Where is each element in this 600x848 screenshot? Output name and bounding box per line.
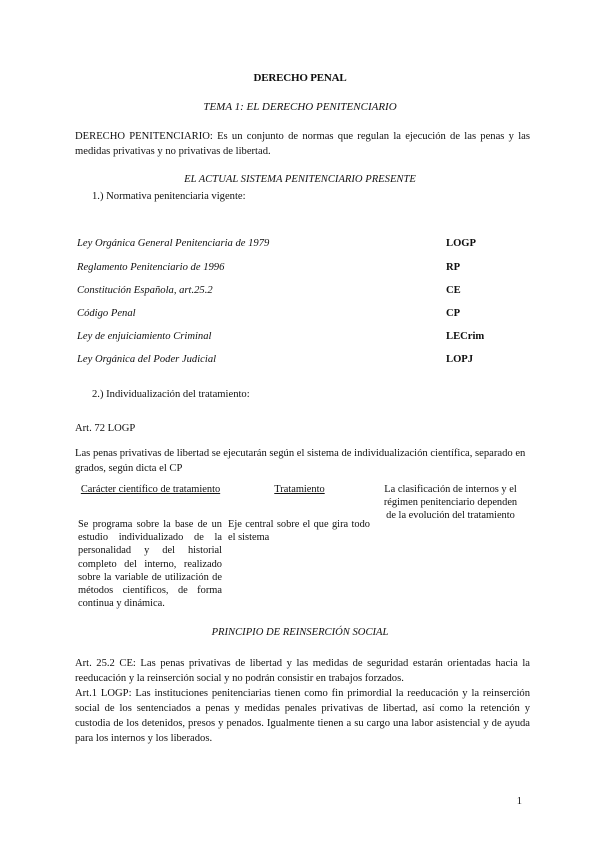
section-heading-reinsercion: PRINCIPIO DE REINSERCIÓN SOCIAL [211,627,389,638]
law-row [77,331,507,347]
law-abbreviation: LECrim [446,331,485,342]
law-row [77,308,507,324]
article-72-label: Art. 72 LOGP [75,423,136,434]
article-25-2-paragraph: Art. 25.2 CE: Las penas privativas de libertad y las medidas de seguridad estarán orientadas hacia la reeducación y la reinserción social y no podrán consistir en trabajos forzados. [75,658,530,684]
law-name: Código Penal [77,308,136,319]
law-row [77,285,507,301]
table-col3-heading: La clasificación de internos y el régimen penitenciario dependen de la evolución del tratamiento [383,484,518,522]
law-abbreviation: RP [446,262,461,273]
definition-paragraph: DERECHO PENITENCIARIO: Es un conjunto de normas que regulan la ejecución de las penas y las medidas privativas y no privativas de libertad. [75,131,530,157]
table-col1-body: Se programa sobre la base de un estudio individualizado de la personalidad y del historial completo del interno, realizado sobre la variable de utilización de métodos científicos, de forma continua y dinámica. [78,519,222,610]
document-subtitle: TEMA 1: EL DERECHO PENITENCIARIO [203,101,397,113]
page-number: 1 [516,796,522,807]
section-heading-sistema: EL ACTUAL SISTEMA PENITENCIARIO PRESENTE [184,174,416,185]
table-col2-heading: Tratamiento [274,484,325,495]
law-abbreviation: LOGP [446,238,477,249]
law-row [77,238,507,254]
list-item-normativa: 1.) Normativa penitenciaria vigente: [92,191,246,202]
law-name: Constitución Española, art.25.2 [77,285,213,296]
law-name: Reglamento Penitenciario de 1996 [77,262,225,273]
law-abbreviation: CE [446,285,461,296]
law-name: Ley Orgánica General Penitenciaria de 1979 [77,238,270,249]
article-1-paragraph: Art.1 LOGP: Las instituciones penitenciarias tienen como fin primordial la reeducación y la reinserción social de los sentenciados a penas y medidas penales privativas de libertad, así como la retención y custodia de los detenidos, presos y penados. Igualmente tienen a su cargo una labor asistencial y de ayuda para los internos y los liberados. [75,688,530,744]
law-name: Ley Orgánica del Poder Judicial [77,354,217,365]
law-abbreviation: LOPJ [446,354,474,365]
table-col1-heading: Carácter científico de tratamiento [80,484,221,495]
document-title: DERECHO PENAL [253,72,347,84]
list-item-individualizacion: 2.) Individualización del tratamiento: [92,389,250,400]
article-72-text: Las penas privativas de libertad se ejecutarán según el sistema de individualización científica, separado en grados, según dicta el CP [75,448,526,474]
law-abbreviation: CP [446,308,461,319]
law-row [77,354,507,370]
law-name: Ley de enjuiciamiento Criminal [77,331,212,342]
table-col2-body: Eje central sobre el que gira todo el sistema [228,519,370,544]
law-row [77,262,507,278]
